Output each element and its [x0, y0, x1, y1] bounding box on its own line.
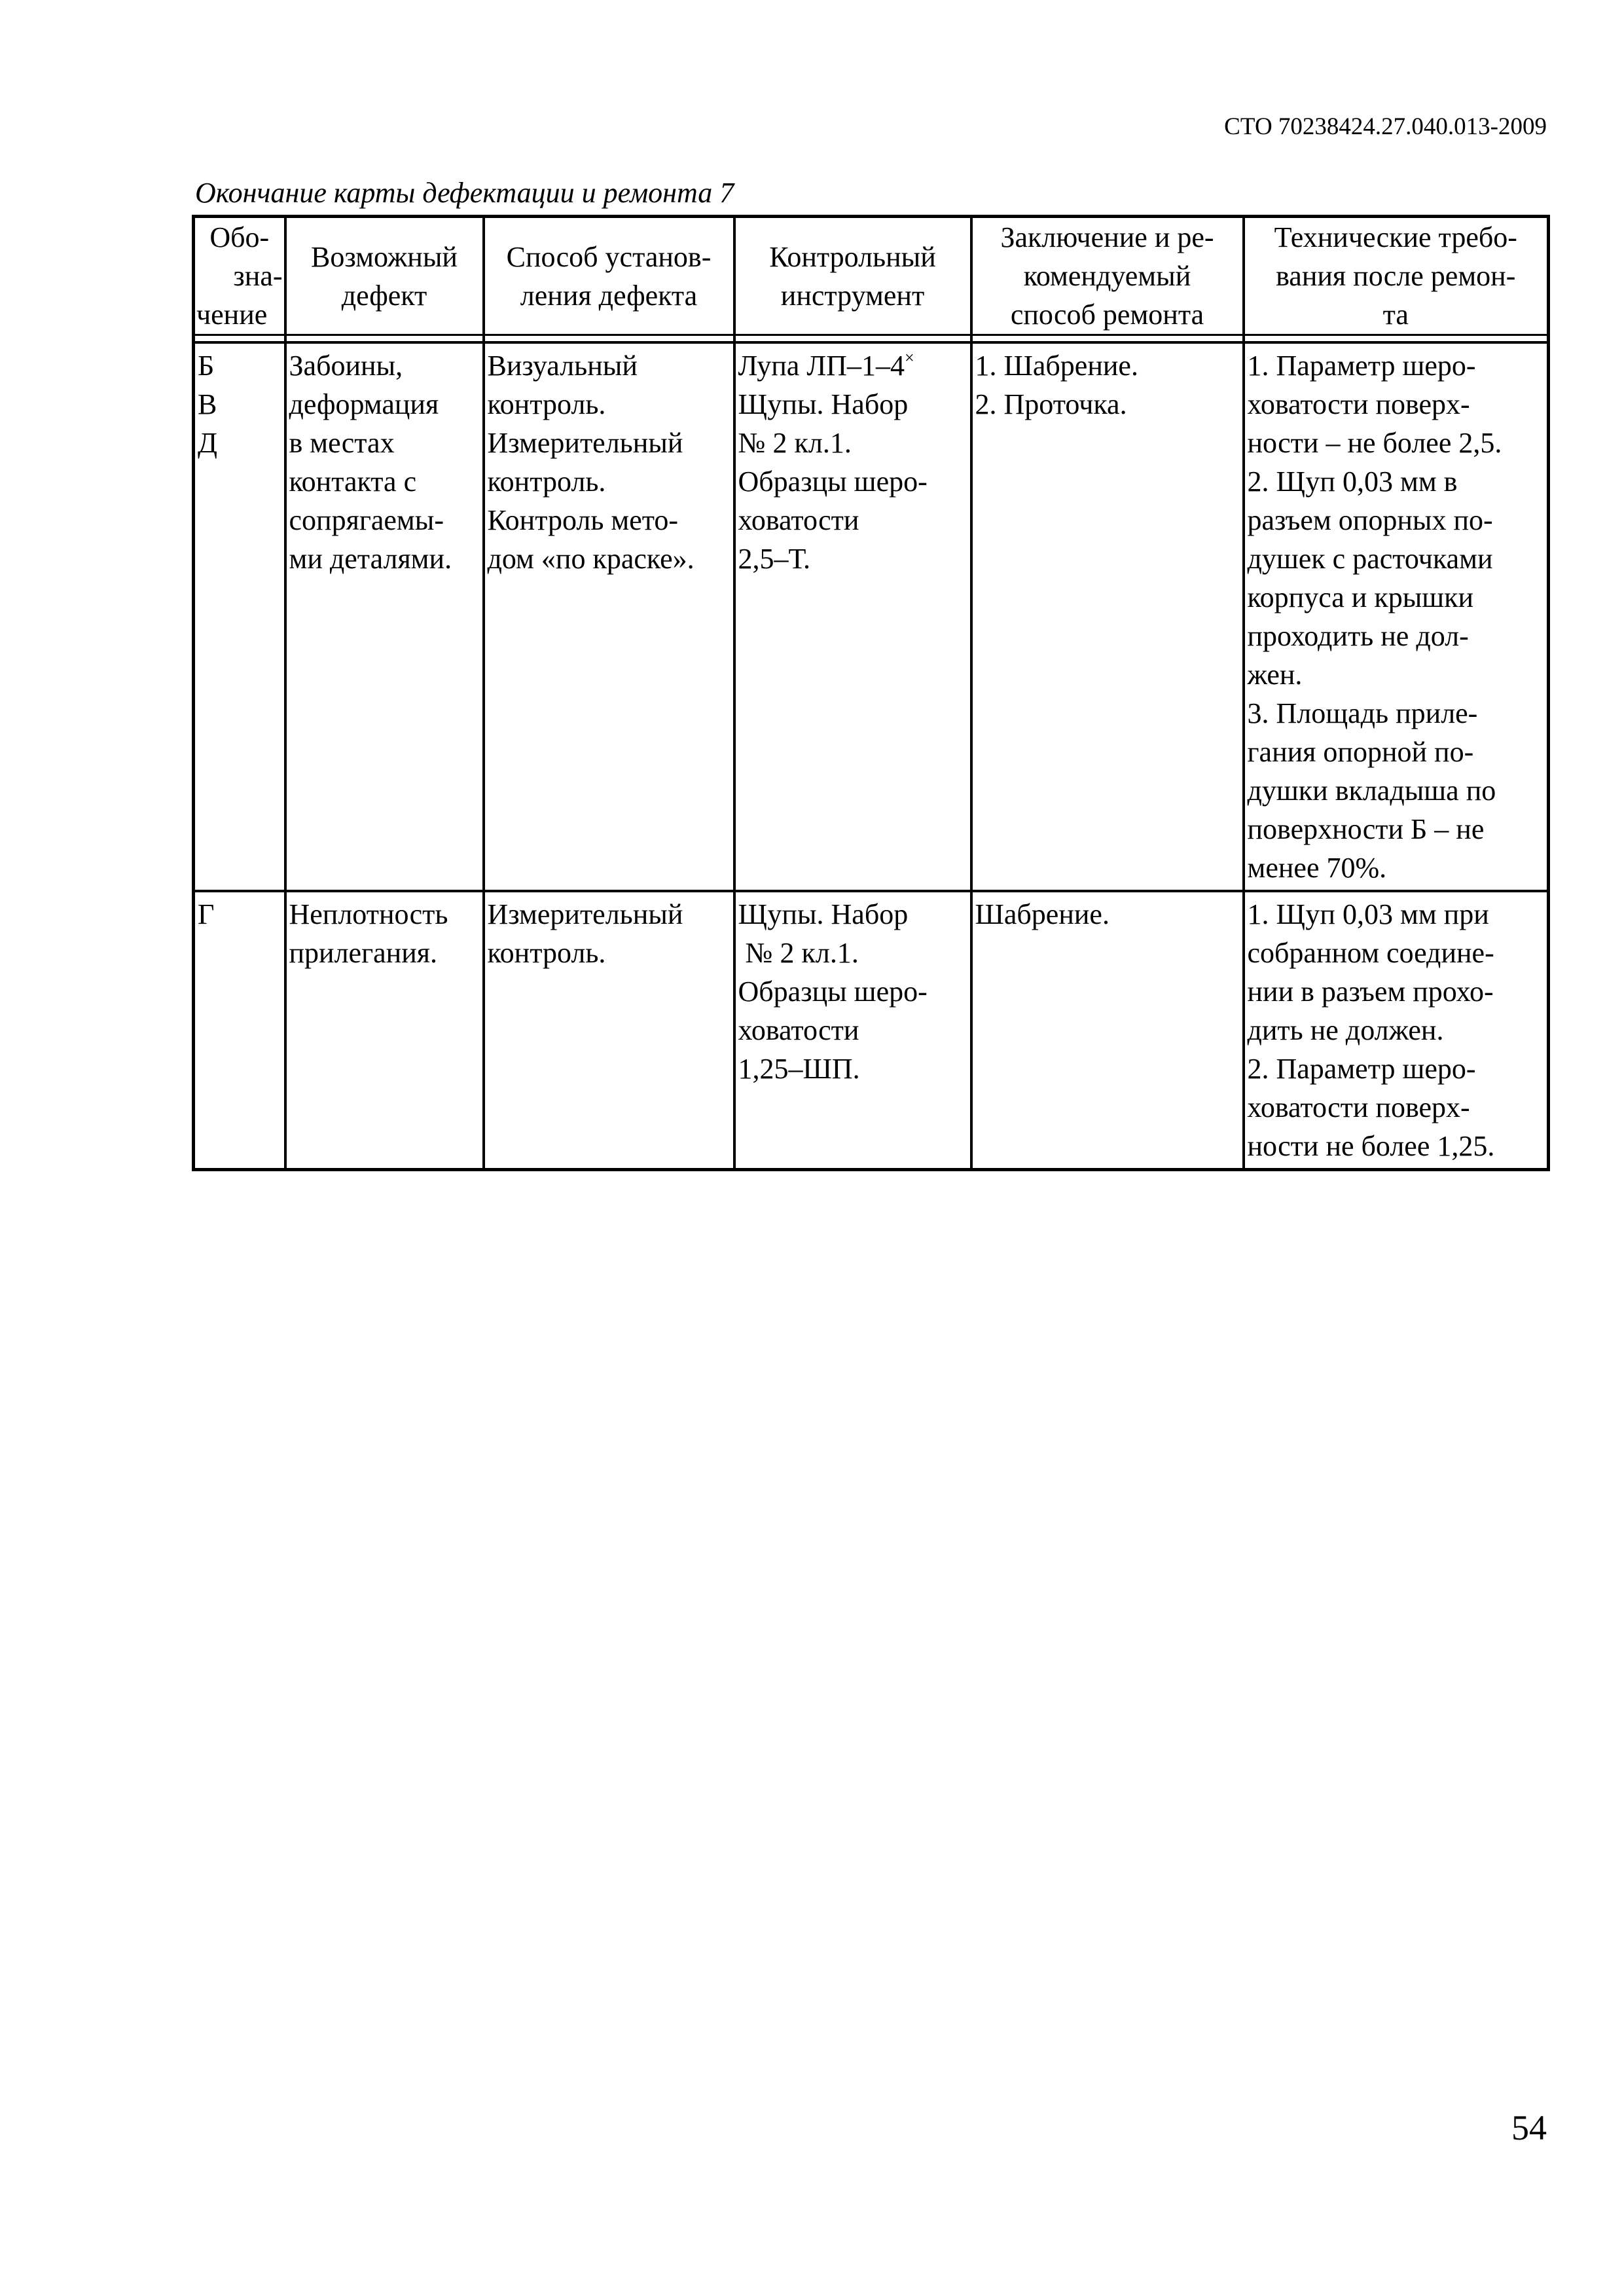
cell-control-instrument: Щупы. Набор № 2 кл.1. Образцы шеро- ховатости 1,25–ШП. — [734, 891, 971, 1170]
table-caption: Окончание карты дефектации и ремонта 7 — [195, 177, 734, 209]
document-code: СТО 70238424.27.040.013-2009 — [1224, 113, 1547, 140]
superscript-mark: × — [904, 348, 914, 367]
cell-control-instrument: Лупа ЛП–1–4× Щупы. Набор № 2 кл.1. Образцы шеро- ховатости 2,5–Т. — [734, 342, 971, 891]
table-header-row — [194, 217, 1549, 335]
cell-technical-requirements: 1. Щуп 0,03 мм при собранном соедине- нии в разъем прохо- дить не должен. 2. Параметр шеро- ховатости поверх- ности не более 1,25. — [1244, 891, 1549, 1170]
column-header-designation: Обо- зна- чение — [194, 217, 285, 335]
cell-repair-method: 1. Шабрение. 2. Проточка. — [971, 342, 1244, 891]
table-row — [194, 342, 1549, 891]
cell-repair-method: Шабрение. — [971, 891, 1244, 1170]
column-header-detection-method: Способ установ- ления дефекта — [484, 217, 734, 335]
column-header-control-instrument: Контрольный инструмент — [734, 217, 971, 335]
cell-technical-requirements: 1. Параметр шеро- ховатости поверх- ности – не более 2,5. 2. Щуп 0,03 мм в разъем опорных по- душек с расточками корпуса и крышки проходить не дол- жен. 3. Площадь приле- гания опорной по- душки вкладыша по поверхности Б – не менее 70%. — [1244, 342, 1549, 891]
column-header-repair-method: Заключение и ре- комендуемый способ ремонта — [971, 217, 1244, 335]
cell-defect: Неплотность прилегания. — [285, 891, 484, 1170]
defect-repair-table — [192, 215, 1550, 1171]
header-separator — [194, 335, 1549, 343]
cell-detection-method: Измерительный контроль. — [484, 891, 734, 1170]
page-number: 54 — [1511, 2108, 1547, 2147]
cell-detection-method: Визуальный контроль. Измерительный контроль. Контроль мето- дом «по краске». — [484, 342, 734, 891]
cell-designation: Б В Д — [194, 342, 285, 891]
column-header-technical-requirements: Технические требо- вания после ремон- та — [1244, 217, 1549, 335]
cell-designation: Г — [194, 891, 285, 1170]
column-header-defect: Возможный дефект — [285, 217, 484, 335]
table-row — [194, 891, 1549, 1170]
cell-defect: Забоины, деформация в местах контакта с сопрягаемы- ми деталями. — [285, 342, 484, 891]
